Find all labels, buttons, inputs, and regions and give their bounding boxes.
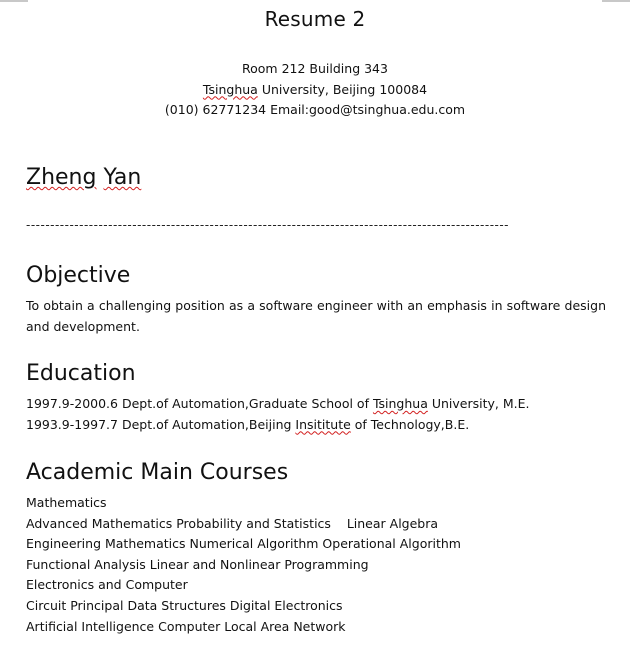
objective-text: To obtain a challenging position as a software engineer with an emphasis in software design and development. — [26, 298, 606, 334]
course-line: Circuit Principal Data Structures Digital Electronics — [26, 597, 343, 613]
education-item-text: University, M.E. — [427, 396, 530, 411]
page-corner-mark-left — [0, 0, 28, 2]
courses-list — [26, 493, 616, 637]
contact-address — [0, 59, 630, 121]
address-line-3: (010) 62771234 Email:good@tsinghua.edu.com — [164, 102, 466, 117]
address-line-1: Room 212 Building 343 — [242, 61, 388, 76]
document-title: Resume 2 — [264, 7, 366, 31]
education-item — [26, 415, 616, 436]
objective-heading: Objective — [26, 263, 131, 288]
name-first: Zheng — [26, 165, 97, 190]
education-item — [26, 394, 616, 415]
course-line: Functional Analysis Linear and Nonlinear Programming — [26, 556, 369, 572]
course-line: Mathematics — [26, 495, 107, 510]
education-list — [26, 394, 616, 435]
education-item-text: 1997.9-2000.6 Dept.of Automation,Graduate School of — [26, 396, 373, 411]
spellcheck-word: Tsinghua — [202, 81, 258, 97]
spellcheck-word: Tsinghua — [372, 396, 428, 411]
course-line: Engineering Mathematics Numerical Algorithm Operational Algorithm — [26, 536, 461, 552]
address-line-2 — [0, 80, 630, 101]
course-line: Electronics and Computer — [26, 577, 188, 593]
address-line-2-rest: University, Beijing 100084 — [257, 81, 428, 97]
education-item-text: of Technology,B.E. — [350, 416, 470, 432]
name-last: Yan — [103, 165, 142, 190]
spellcheck-word: Insititute — [295, 416, 351, 432]
applicant-name — [26, 165, 141, 190]
course-line: Artificial Intelligence Computer Local Area Network — [26, 618, 346, 634]
dashed-divider: ---------------------------------------------------------------------------------------------------- — [26, 218, 510, 232]
education-heading: Education — [26, 361, 136, 386]
courses-heading: Academic Main Courses — [26, 460, 289, 485]
education-item-text: 1993.9-1997.7 Dept.of Automation,Beijing — [26, 416, 296, 432]
course-line: Advanced Mathematics Probability and Statistics Linear Algebra — [26, 515, 439, 531]
page-corner-mark-right — [602, 0, 630, 2]
